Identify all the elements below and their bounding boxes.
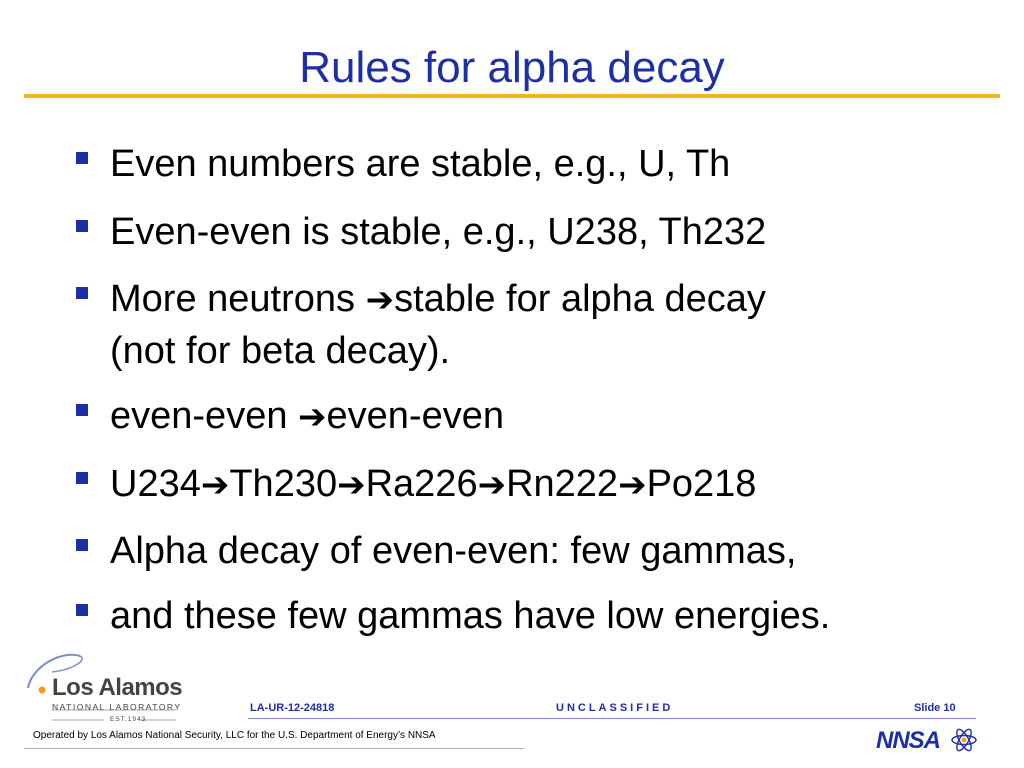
bullet-text bbox=[110, 273, 990, 326]
arrow-right-icon: ➔ bbox=[337, 465, 366, 505]
svg-text:NNSA: NNSA bbox=[876, 727, 941, 754]
nnsa-atom-icon bbox=[876, 726, 980, 754]
bullet-text bbox=[110, 458, 990, 511]
classification-label: UNCLASSIFIED bbox=[556, 702, 674, 714]
document-reference: LA-UR-12-24818 bbox=[250, 702, 335, 714]
slide-number: Slide 10 bbox=[914, 702, 956, 714]
isotope: Rn222 bbox=[506, 463, 619, 505]
bullet-square-icon bbox=[76, 287, 88, 299]
bullet-segment: even-even bbox=[110, 395, 299, 437]
bullet-square-icon bbox=[76, 539, 88, 551]
operated-by-bar bbox=[0, 728, 1024, 768]
bullet-continuation: (not for beta decay). bbox=[110, 330, 451, 372]
bullet-text: Alpha decay of even-even: few gammas, bbox=[110, 530, 797, 572]
arrow-right-icon: ➔ bbox=[298, 397, 327, 437]
arrow-right-icon: ➔ bbox=[618, 465, 647, 505]
arrow-right-icon: ➔ bbox=[365, 280, 395, 320]
bullet-square-icon bbox=[76, 604, 88, 616]
logo-established: EST.1943 bbox=[110, 716, 147, 723]
slide-title: Rules for alpha decay bbox=[299, 43, 725, 92]
isotope: Th230 bbox=[229, 463, 338, 505]
bullet-text: and these few gammas have low energies. bbox=[110, 595, 831, 637]
arrow-right-icon: ➔ bbox=[200, 465, 230, 505]
operated-by-text: Operated by Los Alamos National Security, LLC for the U.S. Department of Energy’s NNSA bbox=[33, 730, 436, 741]
logo-wordmark: Los Alamos bbox=[52, 674, 183, 701]
bullet-segment: even-even bbox=[326, 395, 504, 437]
bullet-square-icon bbox=[76, 404, 88, 416]
bullet-segment: stable for alpha decay bbox=[394, 278, 766, 320]
logo-subtitle: NATIONAL LABORATORY bbox=[52, 702, 182, 712]
los-alamos-logo bbox=[22, 648, 194, 730]
operated-by-rule bbox=[24, 748, 524, 749]
bullet-segment: More neutrons bbox=[110, 278, 366, 320]
bullet-text: Even numbers are stable, e.g., U, Th bbox=[110, 143, 731, 185]
nnsa-logo bbox=[876, 726, 980, 754]
isotope: Po218 bbox=[646, 463, 757, 505]
bullet-square-icon bbox=[76, 472, 88, 484]
bullet-square-icon bbox=[76, 220, 88, 232]
isotope: U234 bbox=[110, 463, 201, 505]
footer-divider bbox=[248, 718, 976, 719]
bullet-square-icon bbox=[76, 152, 88, 164]
bullet-text: Even-even is stable, e.g., U238, Th232 bbox=[110, 211, 767, 253]
bullet-text bbox=[110, 390, 990, 443]
isotope: Ra226 bbox=[365, 463, 478, 505]
arrow-right-icon: ➔ bbox=[477, 465, 507, 505]
